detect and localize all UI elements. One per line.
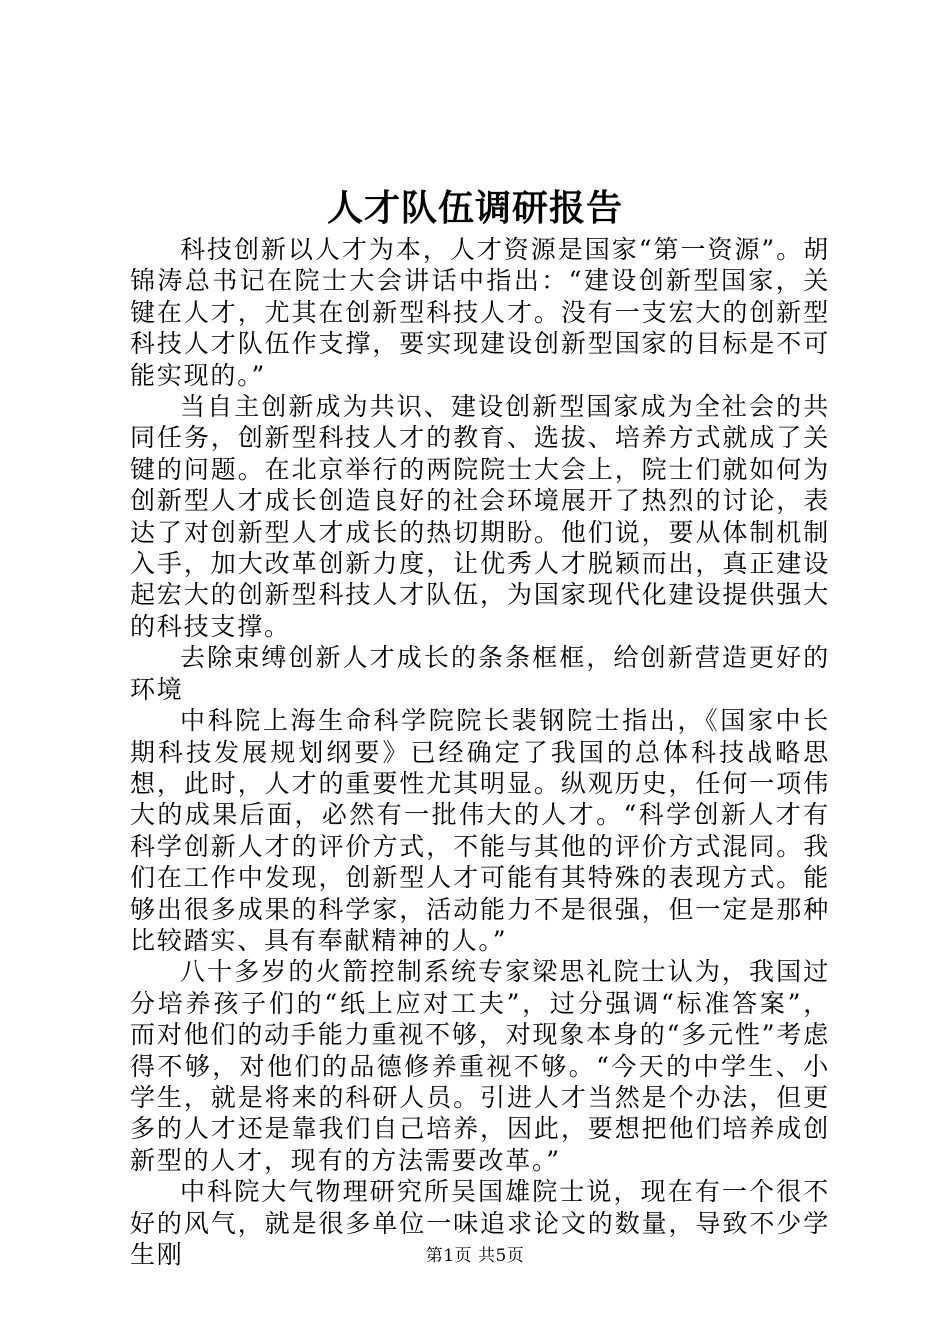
paragraph-3: 去除束缚创新人才成长的条条框框，给创新营造更好的环境	[130, 643, 830, 704]
paragraph-4: 中科院上海生命科学院院长裴钢院士指出，《国家中长期科技发展规划纲要》已经确定了我国的总体科技战略思想，此时，人才的重要性尤其明显。纵观历史，任何一项伟大的成果后面，必然有一批伟大的人才。“科学创新人才有科学创新人才的评价方式，不能与其他的评价方式混同。我们在工作中发现，创新型人才可能有其特殊的表现方式。能够出很多成果的科学家，活动能力不是很强，但一定是那种比较踏实、具有奉献精神的人。”	[130, 706, 830, 955]
page-number-footer: 第1页 共5页	[425, 1246, 525, 1266]
paragraph-2: 当自主创新成为共识、建设创新型国家成为全社会的共同任务，创新型科技人才的教育、选拔、培养方式就成了关键的问题。在北京举行的两院院士大会上，院士们就如何为创新型人才成长创造良好的社会环境展开了热烈的讨论，表达了对创新型人才成长的热切期盼。他们说，要从体制机制入手，加大改革创新力度，让优秀人才脱颖而出，真正建设起宏大的创新型科技人才队伍，为国家现代化建设提供强大的科技支撑。	[130, 392, 830, 641]
paragraph-1: 科技创新以人才为本，人才资源是国家“第一资源”。胡锦涛总书记在院士大会讲话中指出：“建设创新型国家，关键在人才，尤其在创新型科技人才。没有一支宏大的创新型科技人才队伍作支撑，要实现建设创新型国家的目标是不可能实现的。”	[130, 235, 830, 390]
paragraph-6: 中科院大气物理研究所吴国雄院士说，现在有一个很不好的风气，就是很多单位一味追求论文的数量，导致不少学生刚	[130, 1177, 830, 1269]
document-title: 人才队伍调研报告	[326, 188, 623, 229]
paragraph-5: 八十多岁的火箭控制系统专家梁思礼院士认为，我国过分培养孩子们的“纸上应对工夫”，过分强调“标准答案”，而对他们的动手能力重视不够，对现象本身的“多元性”考虑得不够，对他们的品德修养重视不够。“今天的中学生、小学生，就是将来的科研人员。引进人才当然是个办法，但更多的人才还是靠我们自己培养，因此，要想把他们培养成创新型的人才，现有的方法需要改革。”	[130, 957, 830, 1175]
document-body	[130, 234, 830, 1270]
